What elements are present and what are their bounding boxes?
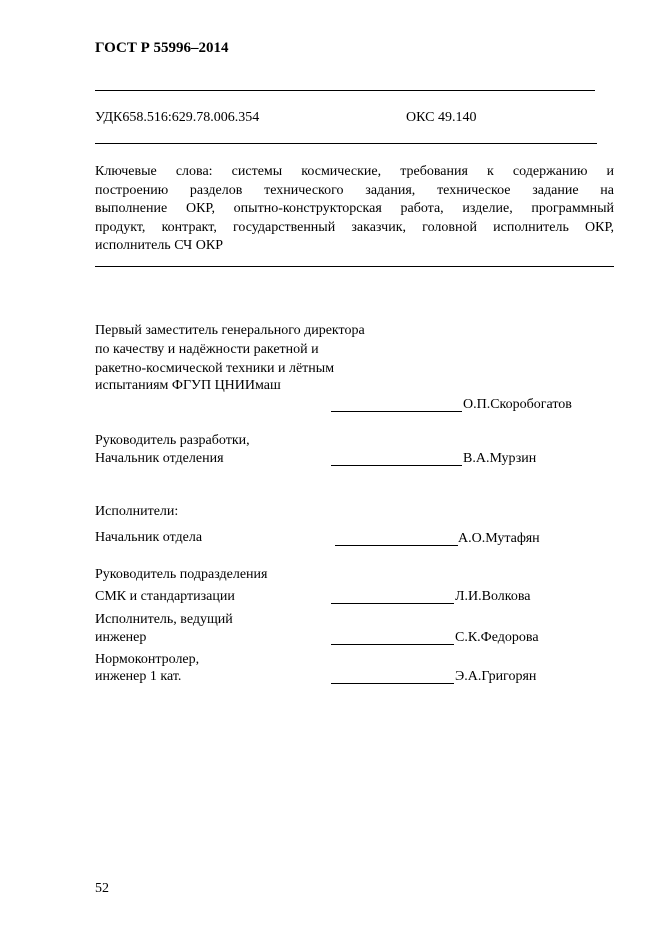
keywords-line: построению разделов технического задания, техническое задание на	[95, 182, 614, 198]
signatory-title-line: испытаниям ФГУП ЦНИИмаш	[95, 378, 281, 393]
signatory-title-line: ракетно-космической техники и лётным	[95, 361, 335, 376]
signatory-name: А.О.Мутафян	[458, 531, 540, 546]
keywords-line: продукт, контракт, государственный заказчик, головной исполнитель ОКР,	[95, 219, 614, 235]
signature-line	[331, 603, 454, 604]
signatory-name: Э.А.Григорян	[455, 669, 537, 684]
signatory-title-line: Руководитель подразделения	[95, 567, 268, 582]
signatory-title-line: Первый заместитель генерального директора	[95, 323, 365, 338]
signatory-title-line: по качеству и надёжности ракетной и	[95, 342, 319, 357]
keywords-divider	[95, 266, 614, 267]
signature-line	[331, 411, 462, 412]
signatory-title: Начальник отдела	[95, 530, 203, 545]
signatory-title-line: инженер 1 кат.	[95, 669, 182, 684]
signatory-name: С.К.Федорова	[455, 630, 539, 645]
signatory-title-line: Руководитель разработки,	[95, 433, 250, 448]
top-divider	[95, 90, 595, 91]
classification-divider	[95, 143, 597, 144]
udc-code: УДК658.516:629.78.006.354	[95, 110, 260, 125]
signatory-name: Л.И.Волкова	[455, 589, 531, 604]
standard-number: ГОСТ Р 55996–2014	[95, 40, 229, 56]
signature-line	[331, 465, 462, 466]
keywords-block	[95, 163, 614, 256]
keywords-line: выполнение ОКР, опытно-конструкторская работа, изделие, программный	[95, 201, 614, 216]
signatory-title-line: инженер	[95, 630, 147, 645]
signature-line	[331, 644, 454, 645]
oks-code: ОКС 49.140	[406, 110, 477, 125]
page-number: 52	[95, 881, 109, 896]
signatory-name: В.А.Мурзин	[463, 451, 537, 466]
signatory-title-line: Исполнитель, ведущий	[95, 612, 233, 627]
keywords-line: исполнитель СЧ ОКР	[95, 238, 224, 253]
signature-line	[331, 683, 454, 684]
signature-line	[335, 545, 458, 546]
signatory-name: О.П.Скоробогатов	[463, 397, 572, 412]
signatory-title-line: Начальник отделения	[95, 451, 224, 466]
keywords-line: Ключевые слова: системы космические, требования к содержанию и	[95, 164, 614, 179]
signatory-title-line: СМК и стандартизации	[95, 589, 235, 604]
executors-heading: Исполнители:	[95, 504, 179, 519]
signatory-title-line: Нормоконтролер,	[95, 652, 200, 667]
